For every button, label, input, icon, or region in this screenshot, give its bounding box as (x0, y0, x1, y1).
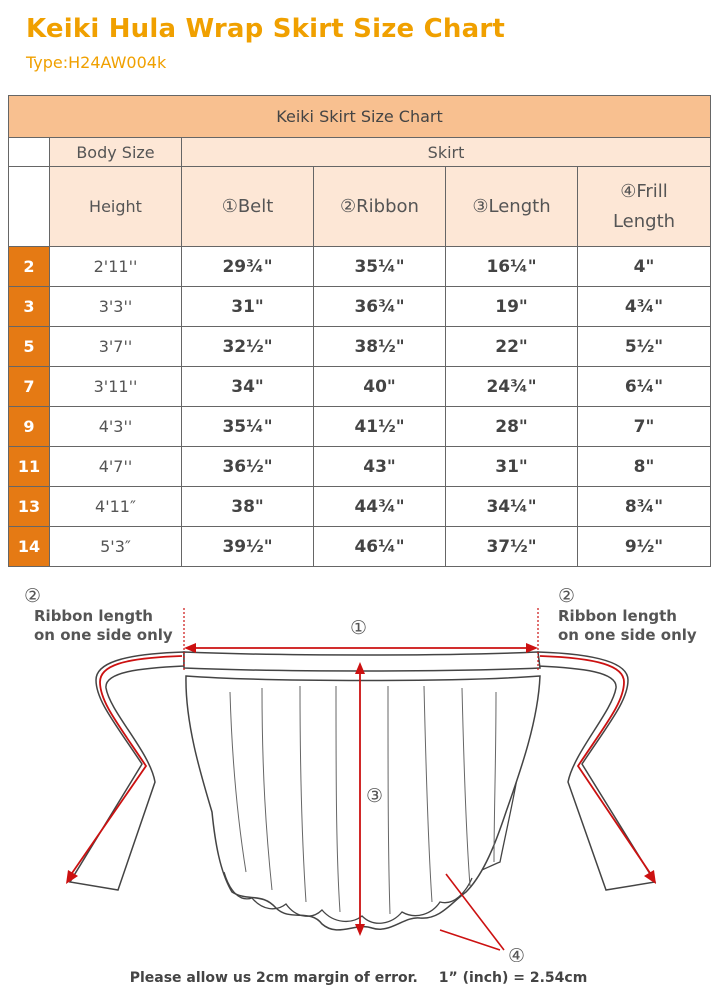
corner-cell (9, 138, 50, 167)
frill-cell: 8¾" (578, 487, 711, 527)
height-cell: 3'11'' (50, 367, 182, 407)
size-label-cell: 5 (9, 327, 50, 367)
size-label-cell: 7 (9, 367, 50, 407)
height-cell: 3'3'' (50, 287, 182, 327)
ribbon-cell: 36¾" (314, 287, 446, 327)
length-cell: 37½" (446, 527, 578, 567)
ribbon-cell: 40" (314, 367, 446, 407)
right-ribbon-marker: ② (558, 585, 576, 607)
ribbon-cell: 38½" (314, 327, 446, 367)
right-ribbon-label-line2: on one side only (558, 626, 697, 644)
height-cell: 2'11'' (50, 247, 182, 287)
column-header-belt: ①Belt (182, 167, 314, 247)
ribbon-cell: 43" (314, 447, 446, 487)
left-ribbon-marker: ② (24, 585, 42, 607)
ribbon-cell: 41½" (314, 407, 446, 447)
belt-cell: 31" (182, 287, 314, 327)
size-label-cell: 14 (9, 527, 50, 567)
frill-cell: 4¾" (578, 287, 711, 327)
frill-marker: ④ (508, 945, 526, 962)
length-cell: 19" (446, 287, 578, 327)
table-row (9, 247, 711, 287)
belt-cell: 36½" (182, 447, 314, 487)
size-label-cell: 3 (9, 287, 50, 327)
frill-pointer-1 (446, 874, 504, 950)
column-header-frill-length (578, 167, 711, 247)
table-row (9, 287, 711, 327)
table-row (9, 367, 711, 407)
table-row (9, 527, 711, 567)
table-row (9, 407, 711, 447)
column-header-length: ③Length (446, 167, 578, 247)
footer-note (0, 970, 717, 986)
length-cell: 31" (446, 447, 578, 487)
inch-conversion: 1” (inch) = 2.54cm (438, 970, 588, 986)
length-cell: 22" (446, 327, 578, 367)
product-type: Type:H24AW004k (26, 53, 167, 72)
table-row (9, 487, 711, 527)
table-row (9, 327, 711, 367)
skirt-body (186, 676, 540, 930)
belt-marker: ① (350, 617, 368, 639)
belt-cell: 34" (182, 367, 314, 407)
belt-cell: 35¼" (182, 407, 314, 447)
height-cell: 4'11″ (50, 487, 182, 527)
column-header-height: Height (50, 167, 182, 247)
length-cell: 34¼" (446, 487, 578, 527)
height-cell: 4'3'' (50, 407, 182, 447)
margin-note: Please allow us 2cm margin of error. (129, 970, 418, 986)
belt-cell: 32½" (182, 327, 314, 367)
size-chart-table (8, 95, 711, 567)
table-row (9, 447, 711, 487)
frill-cell: 5½" (578, 327, 711, 367)
skirt-header: Skirt (182, 138, 711, 167)
size-label-cell: 11 (9, 447, 50, 487)
length-marker: ③ (366, 785, 384, 807)
table-caption: Keiki Skirt Size Chart (9, 96, 711, 138)
frill-cell: 4" (578, 247, 711, 287)
body-size-header: Body Size (50, 138, 182, 167)
belt-cell: 38" (182, 487, 314, 527)
size-label-cell: 9 (9, 407, 50, 447)
length-arrow-bottom (355, 924, 365, 936)
length-cell: 24¾" (446, 367, 578, 407)
frill-cell: 9½" (578, 527, 711, 567)
height-cell: 4'7'' (50, 447, 182, 487)
left-ribbon (70, 652, 184, 890)
size-label-cell: 2 (9, 247, 50, 287)
frill-label-line2: Length (612, 210, 676, 232)
right-ribbon-label-line1: Ribbon length (558, 607, 677, 625)
page-title: Keiki Hula Wrap Skirt Size Chart (26, 14, 505, 44)
length-cell: 28" (446, 407, 578, 447)
frill-cell: 7" (578, 407, 711, 447)
ribbon-cell: 35¼" (314, 247, 446, 287)
ribbon-cell: 46¼" (314, 527, 446, 567)
corner-cell (9, 167, 50, 247)
frill-cell: 6¼" (578, 367, 711, 407)
height-cell: 5'3″ (50, 527, 182, 567)
length-cell: 16¼" (446, 247, 578, 287)
size-label-cell: 13 (9, 487, 50, 527)
left-ribbon-label-line1: Ribbon length (34, 607, 153, 625)
ribbon-cell: 44¾" (314, 487, 446, 527)
belt-cell: 39½" (182, 527, 314, 567)
frill-cell: 8" (578, 447, 711, 487)
skirt-diagram (0, 572, 717, 962)
left-ribbon-label-line2: on one side only (34, 626, 173, 644)
frill-label-line1: ④Frill (620, 180, 668, 202)
column-header-ribbon: ②Ribbon (314, 167, 446, 247)
height-cell: 3'7'' (50, 327, 182, 367)
belt-cell: 29¾" (182, 247, 314, 287)
